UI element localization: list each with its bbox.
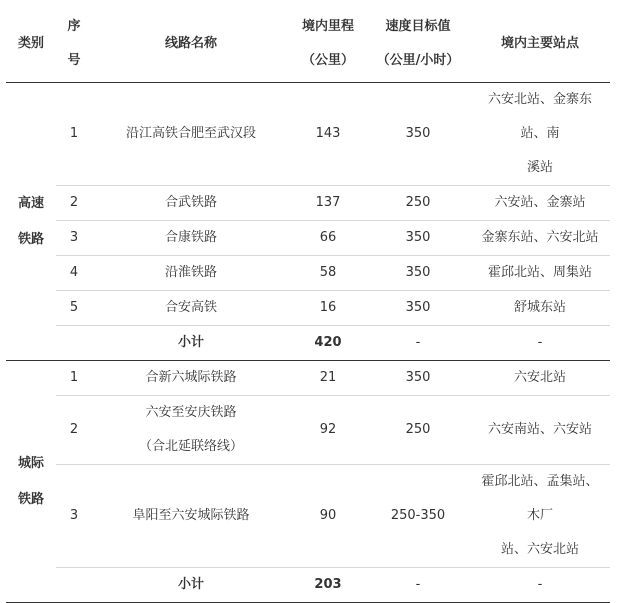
header-index: 序 号 xyxy=(56,6,92,83)
subtotal-stations: - xyxy=(470,568,610,603)
table-row xyxy=(6,83,610,186)
stations: 六安北站、金寨东站、南 溪站 xyxy=(470,83,610,186)
stations: 六安南站、六安站 xyxy=(470,396,610,465)
route-name: 合武铁路 xyxy=(92,186,290,221)
stations: 金寨东站、六安北站 xyxy=(470,221,610,256)
table-row xyxy=(6,396,610,465)
speed: 350 xyxy=(366,83,470,186)
subtotal-spacer xyxy=(56,568,92,603)
subtotal-mileage: 203 xyxy=(290,568,366,603)
row-number: 5 xyxy=(56,291,92,326)
speed: 250-350 xyxy=(366,465,470,568)
table-row xyxy=(6,221,610,256)
speed: 350 xyxy=(366,361,470,396)
row-number: 3 xyxy=(56,221,92,256)
railway-table xyxy=(6,6,610,603)
subtotal-speed: - xyxy=(366,568,470,603)
header-route-name: 线路名称 xyxy=(92,6,290,83)
mileage: 92 xyxy=(290,396,366,465)
mileage: 21 xyxy=(290,361,366,396)
route-name: 合安高铁 xyxy=(92,291,290,326)
table-row xyxy=(6,361,610,396)
table-row xyxy=(6,256,610,291)
route-name: 沿淮铁路 xyxy=(92,256,290,291)
header-mileage: 境内里程 （公里） xyxy=(290,6,366,83)
subtotal-stations: - xyxy=(470,326,610,361)
table-row xyxy=(6,186,610,221)
mileage: 66 xyxy=(290,221,366,256)
subtotal-row xyxy=(6,326,610,361)
route-name: 沿江高铁合肥至武汉段 xyxy=(92,83,290,186)
header-row xyxy=(6,6,610,83)
table-row xyxy=(6,465,610,568)
subtotal-mileage: 420 xyxy=(290,326,366,361)
row-number: 1 xyxy=(56,83,92,186)
speed: 350 xyxy=(366,221,470,256)
header-category: 类别 xyxy=(6,6,56,83)
subtotal-row xyxy=(6,568,610,603)
mileage: 16 xyxy=(290,291,366,326)
row-number: 2 xyxy=(56,396,92,465)
stations: 霍邱北站、孟集站、木厂 站、六安北站 xyxy=(470,465,610,568)
row-number: 2 xyxy=(56,186,92,221)
row-number: 3 xyxy=(56,465,92,568)
speed: 250 xyxy=(366,186,470,221)
speed: 350 xyxy=(366,256,470,291)
header-speed: 速度目标值 （公里/小时） xyxy=(366,6,470,83)
row-number: 1 xyxy=(56,361,92,396)
mileage: 90 xyxy=(290,465,366,568)
stations: 舒城东站 xyxy=(470,291,610,326)
route-name: 合新六城际铁路 xyxy=(92,361,290,396)
subtotal-spacer xyxy=(56,326,92,361)
mileage: 58 xyxy=(290,256,366,291)
category-cell-high-speed: 高速 铁路 xyxy=(6,83,56,361)
mileage: 143 xyxy=(290,83,366,186)
stations: 霍邱北站、周集站 xyxy=(470,256,610,291)
subtotal-label: 小计 xyxy=(92,326,290,361)
route-name: 合康铁路 xyxy=(92,221,290,256)
route-name: 阜阳至六安城际铁路 xyxy=(92,465,290,568)
subtotal-label: 小计 xyxy=(92,568,290,603)
stations: 六安站、金寨站 xyxy=(470,186,610,221)
stations: 六安北站 xyxy=(470,361,610,396)
row-number: 4 xyxy=(56,256,92,291)
speed: 250 xyxy=(366,396,470,465)
route-name: 六安至安庆铁路 （合北延联络线） xyxy=(92,396,290,465)
speed: 350 xyxy=(366,291,470,326)
header-stations: 境内主要站点 xyxy=(470,6,610,83)
table-row xyxy=(6,291,610,326)
category-cell-intercity: 城际 铁路 xyxy=(6,361,56,603)
mileage: 137 xyxy=(290,186,366,221)
subtotal-speed: - xyxy=(366,326,470,361)
